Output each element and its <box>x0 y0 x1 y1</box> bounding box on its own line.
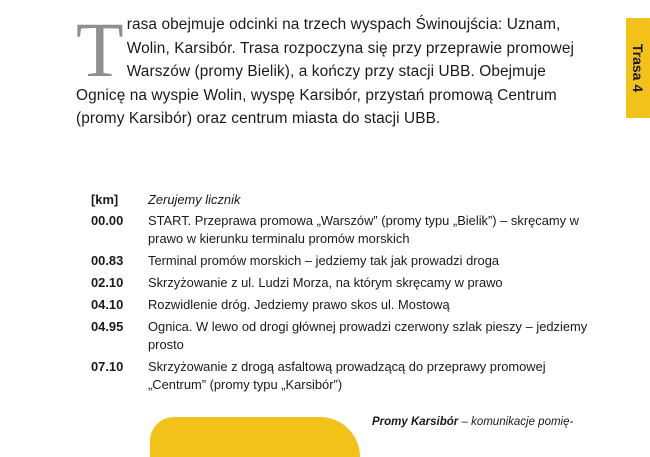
promo-caption-title: Promy Karsibór <box>372 416 459 428</box>
route-desc: START. Przeprawa promowa „Warszów” (promy typu „Bielik”) – skręcamy w prawo w kierunku terminalu promów morskich <box>148 213 579 246</box>
route-desc: Ognica. W lewo od drogi głównej prowadzi czerwony szlak pieszy – jedziemy prosto <box>148 319 588 352</box>
route-desc: Rozwidlenie dróg. Jedziemy prawo skos ul. Mostową <box>148 297 450 312</box>
route-km: 04.95 <box>91 319 124 334</box>
promo-caption-text: – komunikacje pomię- <box>458 416 574 428</box>
intro-paragraph <box>76 6 592 131</box>
route-header <box>91 191 591 209</box>
route-row <box>91 252 591 270</box>
promo-caption <box>372 416 622 428</box>
route-km: 00.83 <box>91 253 124 268</box>
route-km: 07.10 <box>91 359 124 374</box>
yellow-decorative-shape <box>150 417 360 457</box>
route-km: 02.10 <box>91 275 124 290</box>
route-desc: Skrzyżowanie z ul. Ludzi Morza, na którym skręcamy w prawo <box>148 275 503 290</box>
route-row <box>91 358 591 394</box>
counter-reset-note: Zerujemy licznik <box>148 192 241 207</box>
intro-text: rasa obejmuje odcinki na trzech wyspach Świnoujścia: Uznam, Wolin, Karsibór. Trasa rozpoczyna się przy przeprawie promowej Warszów (promy Bielik), a kończy przy stacji UBB. Obejmuje Ognicę na wyspie Wolin, wyspę Karsibór, przystań promową Centrum (promy Karsibór) oraz centrum miasta do stacji UBB. <box>76 16 575 128</box>
route-description <box>91 191 591 398</box>
km-column-label: [km] <box>91 192 119 207</box>
route-row <box>91 212 591 248</box>
route-km: 04.10 <box>91 297 124 312</box>
route-row <box>91 318 591 354</box>
route-desc: Skrzyżowanie z drogą asfaltową prowadzącą do przeprawy promowej „Centrum” (promy typu „Karsibór”) <box>148 359 546 392</box>
route-row <box>91 296 591 314</box>
route-tab-label: Trasa 4 <box>630 43 646 93</box>
route-tab <box>626 18 650 118</box>
route-desc: Terminal promów morskich – jedziemy tak jak prowadzi droga <box>148 253 500 268</box>
route-km: 00.00 <box>91 213 124 228</box>
drop-cap: T <box>76 6 124 93</box>
route-row <box>91 274 591 292</box>
